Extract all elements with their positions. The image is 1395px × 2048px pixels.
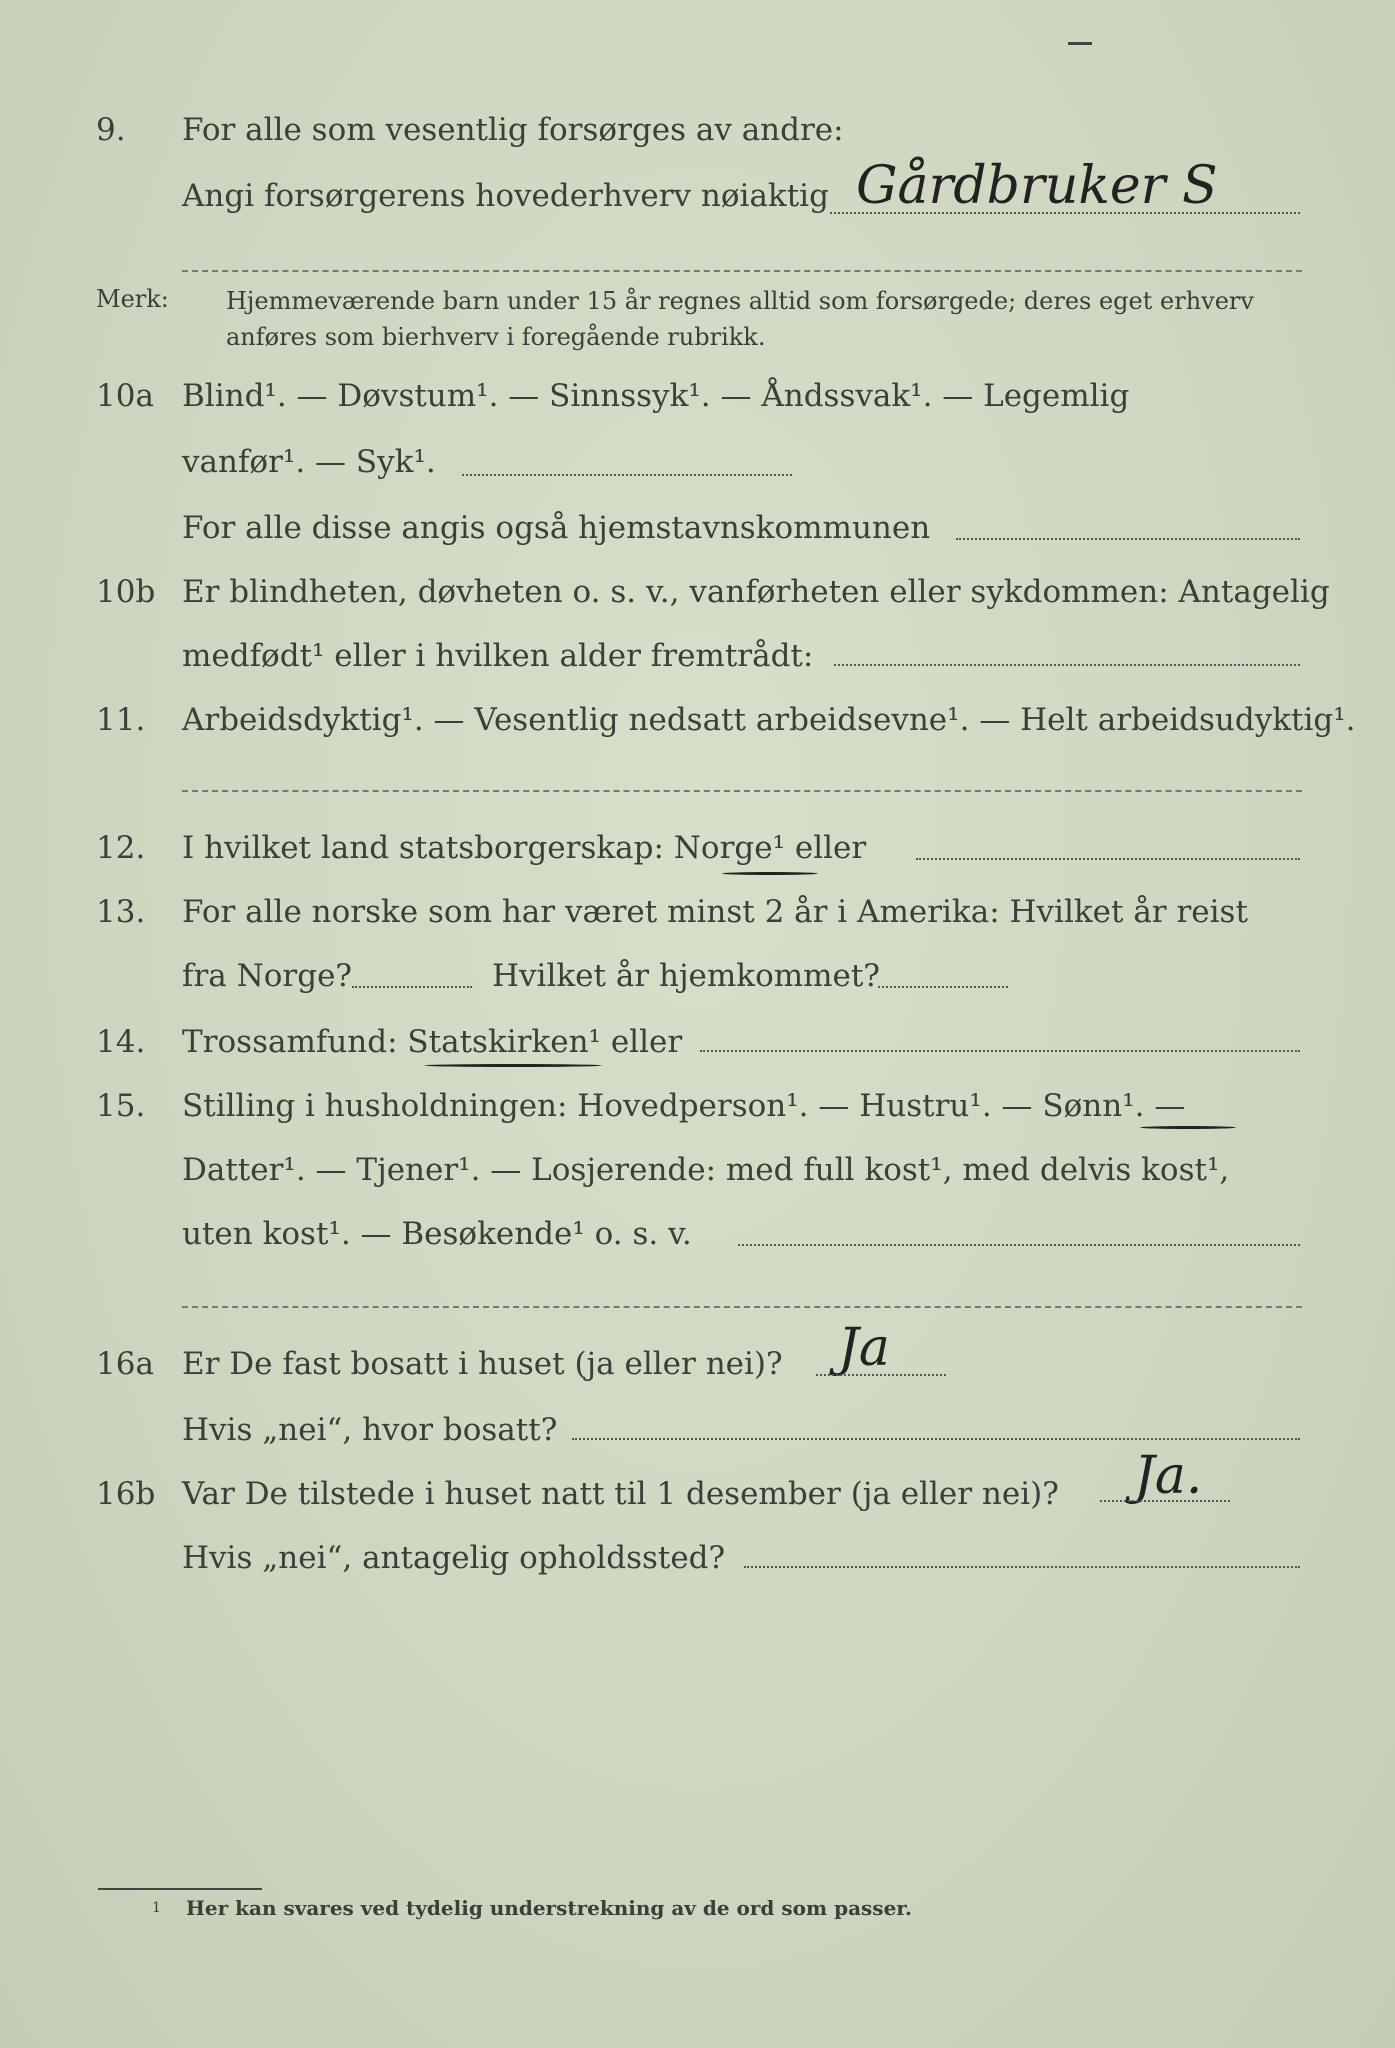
q10b-answer-line xyxy=(834,664,1300,666)
merk-line1: Hjemmeværende barn under 15 år regnes alltid som forsørgede; deres eget erhverv xyxy=(226,287,1254,315)
q13-number: 13. xyxy=(96,894,146,930)
sonn-underline xyxy=(1140,1126,1236,1129)
q10a-syk-line xyxy=(462,474,792,476)
q16b-answer: Ja. xyxy=(1134,1446,1203,1506)
q14-row xyxy=(0,1020,1395,1064)
q10b-line1: Er blindheten, døvheten o. s. v., vanførheten eller sykdommen: Antagelig xyxy=(182,574,1330,610)
q11-row xyxy=(0,698,1395,742)
statskirken-underline xyxy=(424,1064,602,1067)
q12-number: 12. xyxy=(96,830,146,866)
q10b-line2: medfødt¹ eller i hvilken alder fremtrådt: xyxy=(182,638,814,674)
q13-reist-line xyxy=(352,986,472,988)
q12-line1: I hvilket land statsborgerskap: Norge¹ eller xyxy=(182,830,867,866)
q10a-line1: Blind¹. — Døvstum¹. — Sinnssyk¹. — Åndssvak¹. — Legemlig xyxy=(182,378,1130,414)
q10b-row2 xyxy=(0,634,1395,678)
q10a-number: 10a xyxy=(96,378,154,414)
q13-line2: fra Norge? xyxy=(182,958,353,994)
q9-answer: Gårdbruker S xyxy=(856,156,1218,216)
q11-line1: Arbeidsdyktig¹. — Vesentlig nedsatt arbeidsevne¹. — Helt arbeidsudyktig¹. xyxy=(182,702,1356,738)
q15-row3 xyxy=(0,1212,1395,1256)
q15-line2: Datter¹. — Tjener¹. — Losjerende: med full kost¹, med delvis kost¹, xyxy=(182,1152,1230,1188)
q11-answer-line xyxy=(182,790,1302,792)
divider xyxy=(182,270,1302,272)
q13-hjem-line xyxy=(878,986,1008,988)
q16b-line1: Var De tilstede i huset natt til 1 desember (ja eller nei)? xyxy=(182,1476,1059,1512)
footnote-rule xyxy=(98,1888,262,1890)
q16a-row xyxy=(0,1342,1395,1386)
q16b-answer-line xyxy=(1100,1500,1230,1502)
merk-line2: anføres som bierhverv i foregående rubrikk. xyxy=(226,323,766,351)
q15-line3: uten kost¹. — Besøkende¹ o. s. v. xyxy=(182,1216,692,1252)
q13-line1: For alle norske som har været minst 2 år i Amerika: Hvilket år reist xyxy=(182,894,1248,930)
corner-mark xyxy=(1068,42,1092,45)
q9-number: 9. xyxy=(96,112,126,148)
q10b-number: 10b xyxy=(96,574,156,610)
q13-row2 xyxy=(0,954,1395,998)
q14-answer-line xyxy=(700,1050,1300,1052)
q16b-row2 xyxy=(0,1536,1395,1580)
q15-answer-line xyxy=(738,1244,1300,1246)
q14-number: 14. xyxy=(96,1024,146,1060)
q16a-answer-line xyxy=(816,1374,946,1376)
q11-number: 11. xyxy=(96,702,146,738)
q15-row xyxy=(0,1084,1395,1128)
q15-number: 15. xyxy=(96,1088,146,1124)
q13-line2b: Hvilket år hjemkommet? xyxy=(492,958,880,994)
footnote-mark: 1 xyxy=(152,1900,161,1916)
q9-row xyxy=(0,108,1395,152)
q9-line2: Angi forsørgerens hovederhverv nøiaktig xyxy=(182,178,829,214)
q15-extra-line xyxy=(182,1306,1302,1308)
q16b-opholdssted-line xyxy=(744,1566,1300,1568)
q12-answer-line xyxy=(916,858,1300,860)
q14-line1: Trossamfund: Statskirken¹ eller xyxy=(182,1024,683,1060)
q10a-row3 xyxy=(0,506,1395,550)
q10a-row xyxy=(0,374,1395,418)
q10a-line3: For alle disse angis også hjemstavnskommunen xyxy=(182,510,931,546)
norge-underline xyxy=(722,872,818,875)
q16a-number: 16a xyxy=(96,1346,154,1382)
merk-label: Merk: xyxy=(96,285,169,313)
q16a-line1: Er De fast bosatt i huset (ja eller nei)? xyxy=(182,1346,783,1382)
q16a-answer: Ja xyxy=(838,1318,890,1378)
q10a-row2 xyxy=(0,440,1395,484)
q9-line1: For alle som vesentlig forsørges av andre: xyxy=(182,112,844,148)
q16a-line2: Hvis „nei“, hvor bosatt? xyxy=(182,1412,558,1448)
q10b-row xyxy=(0,570,1395,614)
q15-row2 xyxy=(0,1148,1395,1192)
q10a-kommune-line xyxy=(956,538,1300,540)
q15-line1: Stilling i husholdningen: Hovedperson¹. — Hustru¹. — Sønn¹. — xyxy=(182,1088,1186,1124)
q13-row xyxy=(0,890,1395,934)
q12-row xyxy=(0,826,1395,870)
q16b-number: 16b xyxy=(96,1476,156,1512)
q16b-line2: Hvis „nei“, antagelig opholdssted? xyxy=(182,1540,726,1576)
footnote-text: Her kan svares ved tydelig understrekning av de ord som passer. xyxy=(186,1896,912,1920)
q10a-line2: vanfør¹. — Syk¹. xyxy=(182,444,436,480)
q16a-bosatt-line xyxy=(572,1438,1300,1440)
